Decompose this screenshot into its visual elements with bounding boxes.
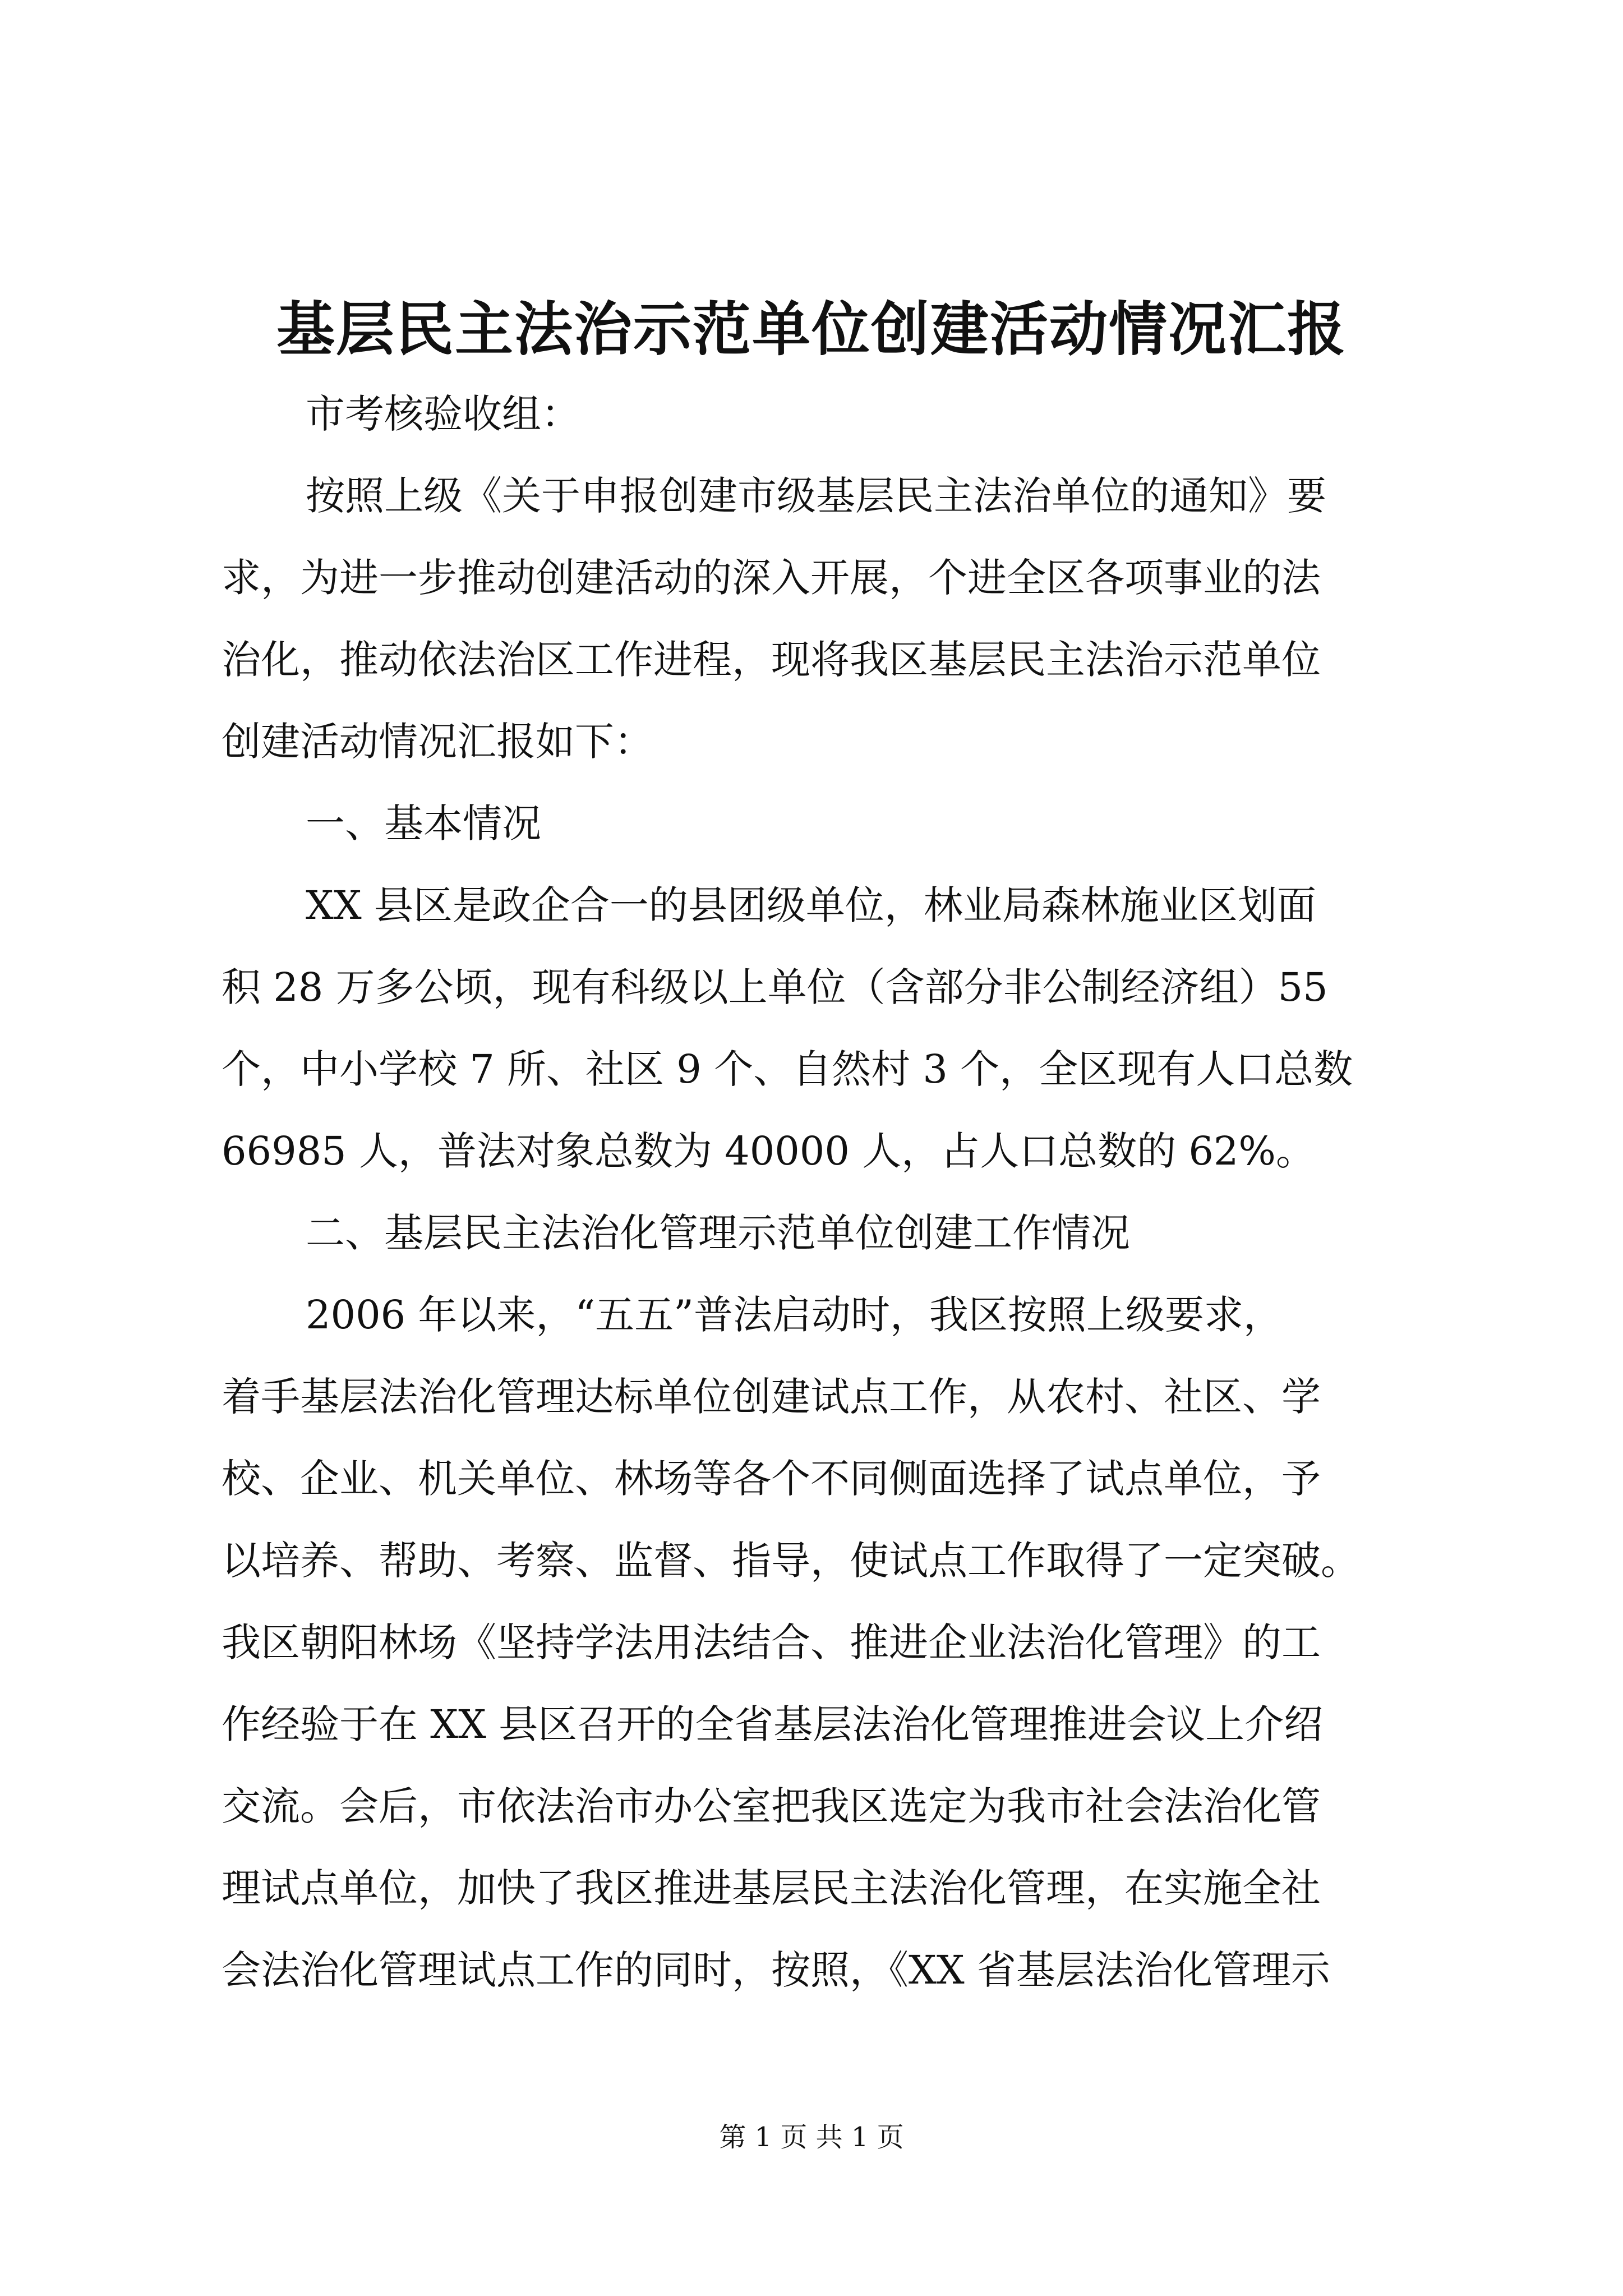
paragraph-line: 求，为进一步推动创建活动的深入开展，个进全区各项事业的法: [222, 555, 1321, 601]
paragraph-line: 交流。会后，市依法治市办公室把我区选定为我市社会法治化管: [222, 1783, 1321, 1829]
paragraph-line: 2006 年以来，“五五”普法启动时，我区按照上级要求，: [306, 1292, 1283, 1338]
section-heading: 一、基本情况: [306, 800, 541, 846]
section-heading: 二、基层民主法治化管理示范单位创建工作情况: [306, 1210, 1130, 1256]
salutation-line: 市考核验收组：: [306, 391, 580, 437]
paragraph-line: 我区朝阳林场《坚持学法用法结合、推进企业法治化管理》的工: [222, 1619, 1321, 1665]
paragraph-line: 积 28 万多公顷，现有科级以上单位（含部分非公制经济组）55: [222, 964, 1328, 1010]
paragraph-line: 着手基层法治化管理达标单位创建试点工作，从农村、社区、学: [222, 1374, 1321, 1420]
paragraph-line: 创建活动情况汇报如下：: [222, 719, 653, 765]
paragraph-line: 以培养、帮助、考察、监督、指导，使试点工作取得了一定突破。: [222, 1538, 1360, 1584]
paragraph-line: XX 县区是政企合一的县团级单位，林业局森林施业区划面: [306, 882, 1316, 928]
paragraph-line: 校、企业、机关单位、林场等各个不同侧面选择了试点单位，予: [222, 1456, 1321, 1502]
paragraph-line: 理试点单位，加快了我区推进基层民主法治化管理，在实施全社: [222, 1865, 1321, 1911]
paragraph-line: 个，中小学校 7 所、社区 9 个、自然村 3 个，全区现有人口总数: [222, 1046, 1353, 1092]
paragraph-line: 作经验于在 XX 县区召开的全省基层法治化管理推进会议上介绍: [222, 1701, 1324, 1747]
page-footer: 第 1 页 共 1 页: [719, 2122, 904, 2153]
paragraph-line: 会法治化管理试点工作的同时，按照，《XX 省基层法治化管理示: [222, 1947, 1330, 1993]
paragraph-line: 66985 人，普法对象总数为 40000 人，占人口总数的 62%。: [222, 1128, 1315, 1174]
paragraph-line: 治化，推动依法治区工作进程，现将我区基层民主法治示范单位: [222, 637, 1321, 683]
paragraph-line: 按照上级《关于申报创建市级基层民主法治单位的通知》要: [306, 473, 1326, 519]
document-title: 基层民主法治示范单位创建活动情况汇报: [276, 295, 1347, 364]
document-body: [222, 373, 1401, 2011]
